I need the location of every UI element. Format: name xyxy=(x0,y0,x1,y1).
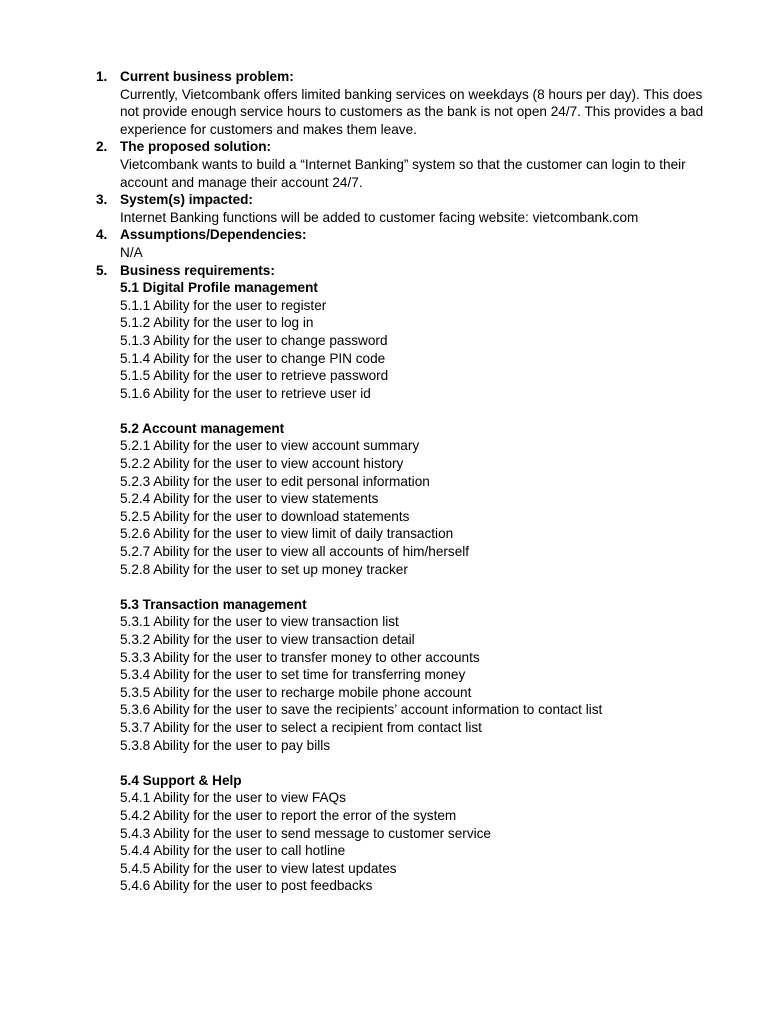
section-title: 5.1 Digital Profile management xyxy=(120,280,318,296)
requirement-item: 5.4.3 Ability for the user to send message to customer service xyxy=(120,825,491,841)
requirement-item: 5.3.3 Ability for the user to transfer money to other accounts xyxy=(120,649,480,665)
item-text: Vietcombank wants to build a “Internet Banking” system so that the customer can login to their account and manage their account 24/7. xyxy=(120,156,686,190)
list-number: 1. xyxy=(96,69,108,84)
document-body xyxy=(0,68,768,895)
list-number: 2. xyxy=(96,139,108,155)
requirement-item: 5.3.5 Ability for the user to recharge mobile phone account xyxy=(120,684,472,700)
list-number: 4. xyxy=(96,227,108,243)
spacer xyxy=(120,402,768,420)
requirement-item: 5.3.1 Ability for the user to view transaction list xyxy=(120,614,399,630)
list-number: 5. xyxy=(96,262,108,278)
requirement-item: 5.4.6 Ability for the user to post feedbacks xyxy=(120,878,373,894)
requirement-item: 5.1.1 Ability for the user to register xyxy=(120,297,327,313)
requirement-item: 5.3.4 Ability for the user to set time for transferring money xyxy=(120,667,466,683)
list-item-systems-impacted xyxy=(0,191,768,226)
list-item-business-requirements xyxy=(0,262,768,895)
section-account-management xyxy=(120,420,768,578)
requirement-item: 5.2.7 Ability for the user to view all accounts of him/herself xyxy=(120,544,470,560)
item-heading: Current business problem: xyxy=(120,69,294,84)
item-text: Internet Banking functions will be added to customer facing website: vietcombank.com xyxy=(120,209,639,225)
section-digital-profile xyxy=(120,279,768,402)
requirement-item: 5.2.5 Ability for the user to download statements xyxy=(120,508,410,524)
requirement-item: 5.3.7 Ability for the user to select a recipient from contact list xyxy=(120,719,482,735)
section-support-help xyxy=(120,772,768,895)
item-heading: The proposed solution: xyxy=(120,139,272,155)
requirement-item: 5.1.4 Ability for the user to change PIN code xyxy=(120,350,386,366)
requirement-item: 5.2.8 Ability for the user to set up money tracker xyxy=(120,561,408,577)
item-heading: Assumptions/Dependencies: xyxy=(120,227,307,243)
requirement-item: 5.2.2 Ability for the user to view account history xyxy=(120,456,404,472)
list-number: 3. xyxy=(96,192,108,208)
requirement-item: 5.2.1 Ability for the user to view account summary xyxy=(120,438,420,454)
spacer xyxy=(120,754,768,772)
section-transaction-management xyxy=(120,596,768,754)
requirement-item: 5.4.5 Ability for the user to view latest updates xyxy=(120,860,397,876)
section-title: 5.2 Account management xyxy=(120,420,285,436)
requirement-item: 5.2.4 Ability for the user to view statements xyxy=(120,491,379,507)
requirement-item: 5.4.4 Ability for the user to call hotline xyxy=(120,843,346,859)
requirement-item: 5.1.3 Ability for the user to change password xyxy=(120,332,388,348)
item-heading: Business requirements: xyxy=(120,262,275,278)
section-title: 5.3 Transaction management xyxy=(120,596,307,612)
requirement-item: 5.1.6 Ability for the user to retrieve user id xyxy=(120,385,371,401)
requirement-item: 5.4.2 Ability for the user to report the error of the system xyxy=(120,807,457,823)
section-title: 5.4 Support & Help xyxy=(120,772,242,788)
list-item-assumptions xyxy=(0,226,768,261)
item-heading: System(s) impacted: xyxy=(120,192,253,208)
requirement-item: 5.3.2 Ability for the user to view transaction detail xyxy=(120,632,415,647)
item-text: Currently, Vietcombank offers limited banking services on weekdays (8 hours per day). This does not provide enough service hours to customers as the bank is not open 24/7. This provides a bad experience for customers and makes them leave. xyxy=(120,86,704,137)
requirement-item: 5.1.5 Ability for the user to retrieve password xyxy=(120,368,389,384)
requirement-item: 5.2.6 Ability for the user to view limit of daily transaction xyxy=(120,526,454,542)
requirement-item: 5.3.6 Ability for the user to save the recipients’ account information to contact list xyxy=(120,702,603,718)
item-text: N/A xyxy=(120,244,143,260)
spacer xyxy=(120,578,768,596)
requirement-item: 5.3.8 Ability for the user to pay bills xyxy=(120,737,331,753)
requirement-item: 5.2.3 Ability for the user to edit personal information xyxy=(120,473,430,489)
list-item-current-problem xyxy=(0,68,768,138)
requirement-item: 5.4.1 Ability for the user to view FAQs xyxy=(120,790,346,806)
requirement-item: 5.1.2 Ability for the user to log in xyxy=(120,315,314,331)
list-item-proposed-solution xyxy=(0,138,768,191)
